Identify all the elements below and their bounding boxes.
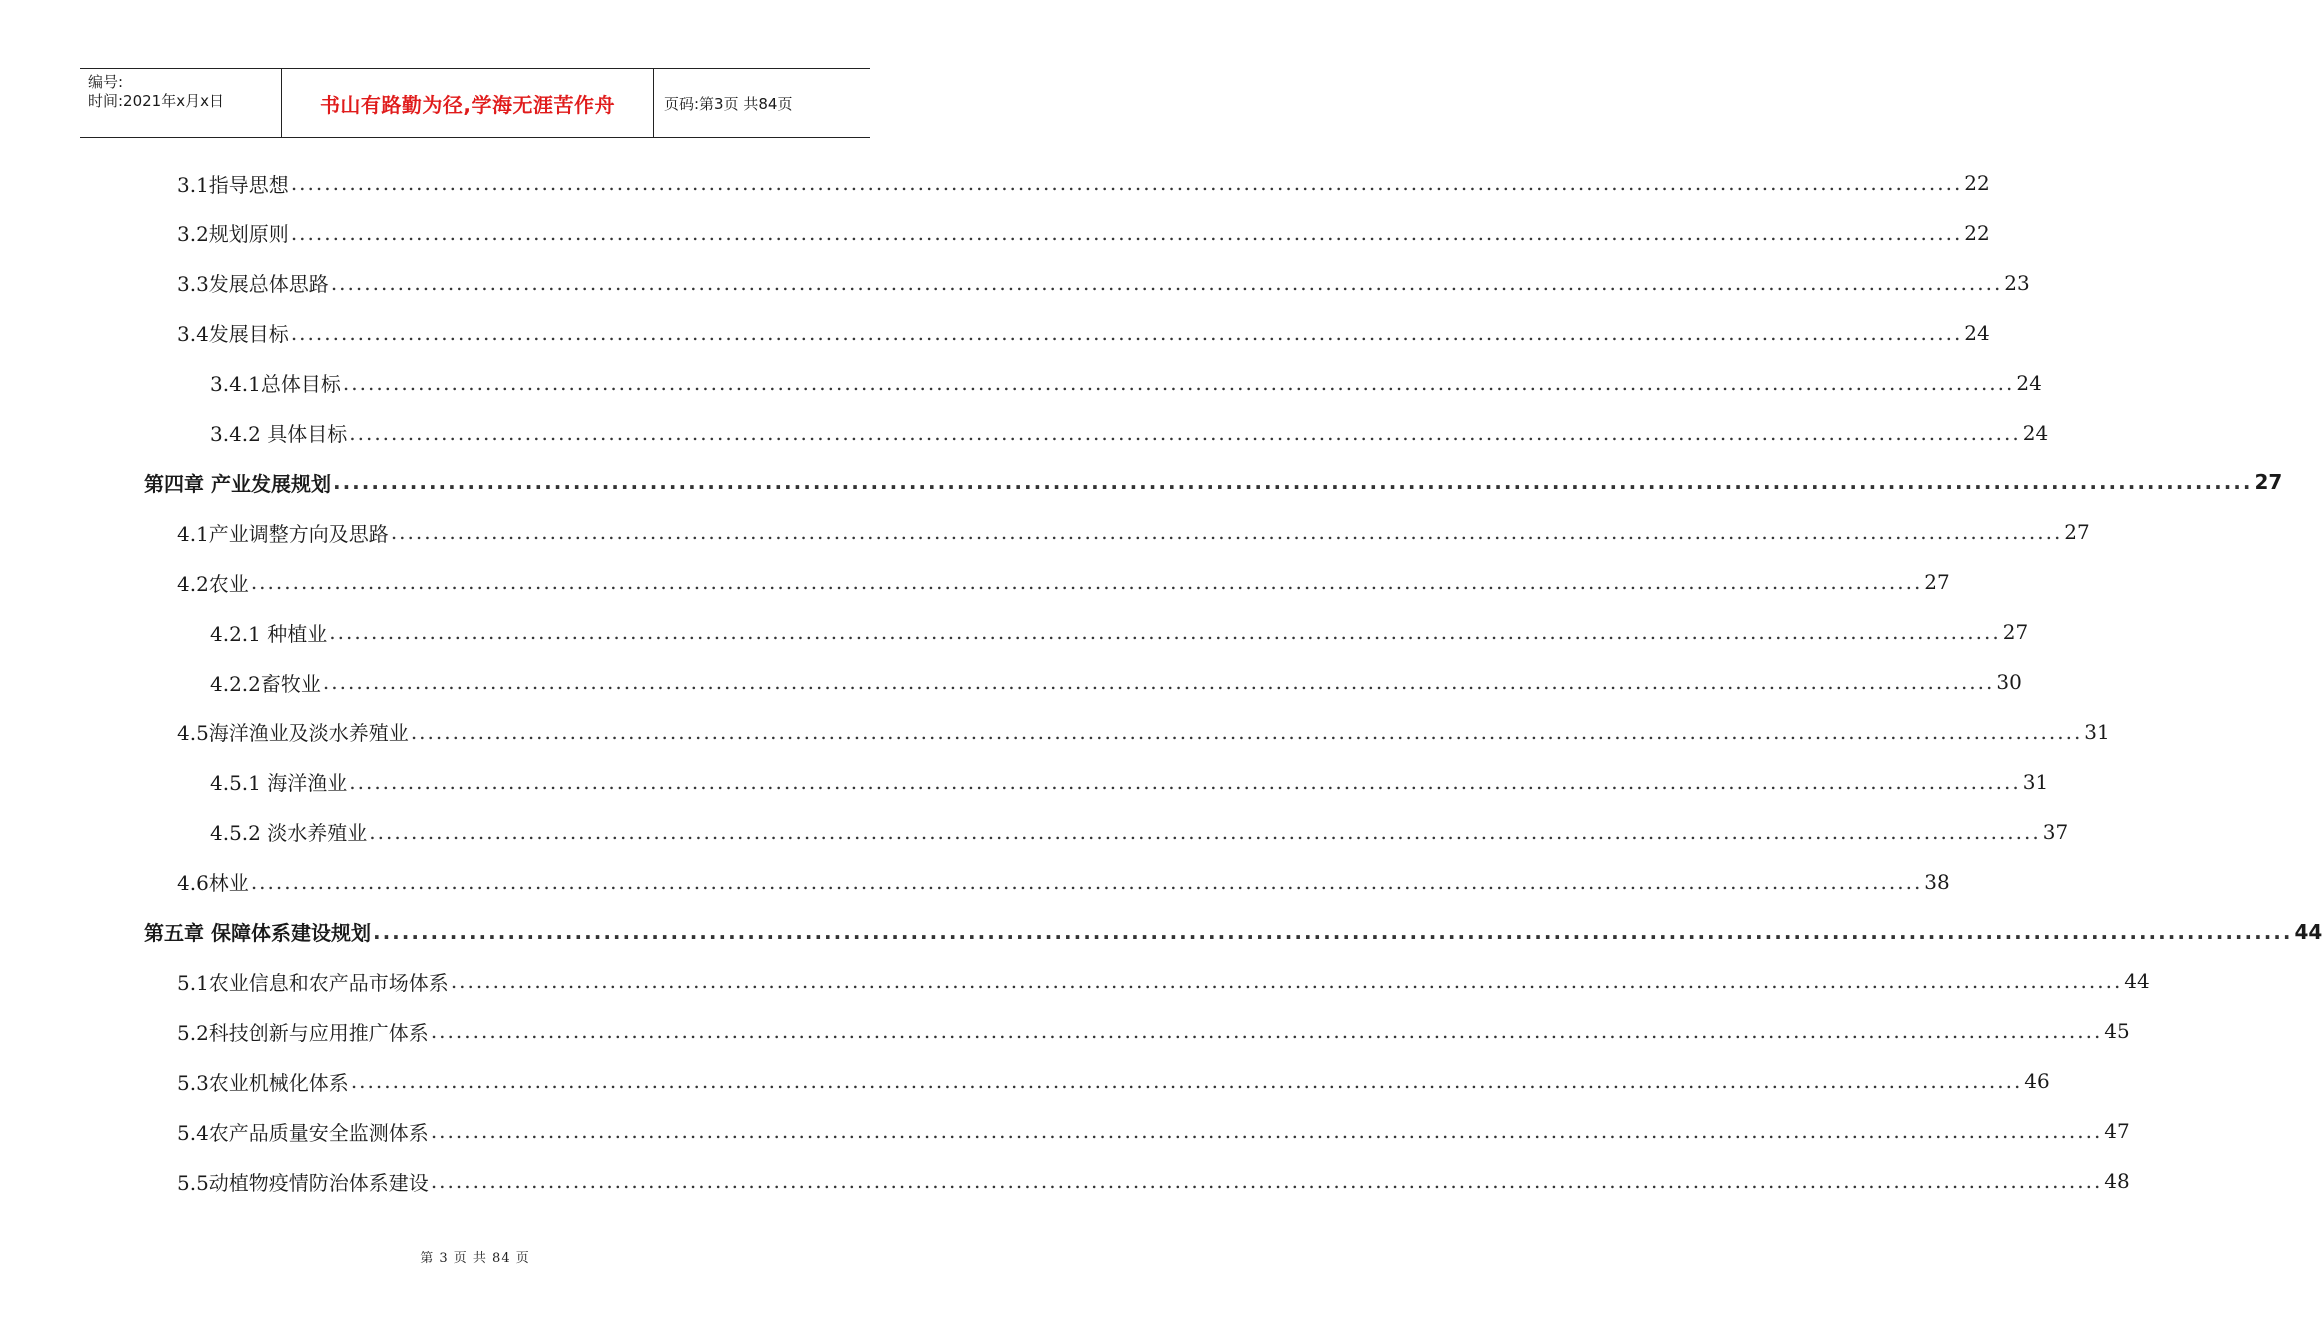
toc-leader-dots: ........................................................................................................................................................................................................ <box>430 1019 2103 1044</box>
toc-entry-page: 31 <box>2084 719 2110 744</box>
toc-entry[interactable] <box>177 1056 2050 1106</box>
toc-leader-dots: ........................................................................................................................................................................................................ <box>290 320 1963 345</box>
toc-entry-label: 4.1产业调整方向及思路 <box>177 521 389 546</box>
toc-leader-dots: ........................................................................................................................................................................................................ <box>329 620 2001 645</box>
toc-entry[interactable] <box>210 657 2022 707</box>
toc-entry-page: 22 <box>1964 171 1990 195</box>
toc-entry-page: 45 <box>2104 1019 2130 1044</box>
toc-leader-dots: ........................................................................................................................................................................................................ <box>290 171 1963 195</box>
toc-entry-page: 30 <box>1996 670 2022 694</box>
toc-entry-page: 24 <box>1964 320 1990 345</box>
toc-entry-page: 24 <box>2022 420 2049 445</box>
toc-leader-dots: ........................................................................................................................................................................................................ <box>349 769 2021 794</box>
toc-entry[interactable] <box>144 457 2283 507</box>
number-label: 编号: <box>88 73 124 91</box>
toc-entry-label: 4.6林业 <box>177 871 249 896</box>
toc-entry-label: 4.2.2畜牧业 <box>210 671 321 696</box>
toc-leader-dots: ........................................................................................................................................................................................................ <box>369 819 2041 844</box>
toc-entry-label: 3.4.1总体目标 <box>210 372 341 397</box>
toc-leader-dots: ........................................................................................................................................................................................................ <box>330 270 2003 295</box>
toc-leader-dots: ........................................................................................................................................................................................................ <box>250 570 1923 595</box>
toc-leader-dots: ........................................................................................................................................................................................................ <box>350 1069 2023 1094</box>
toc-entry-label: 4.5.1 海洋渔业 <box>210 771 348 796</box>
toc-entry[interactable] <box>177 1106 2130 1156</box>
header-meta <box>80 69 282 137</box>
document-header <box>80 68 870 138</box>
toc-entry-page: 24 <box>2016 370 2042 395</box>
toc-entry[interactable] <box>177 557 1950 607</box>
toc-entry[interactable] <box>177 1006 2130 1056</box>
toc-leader-dots: ........................................................................................................................................................................................................ <box>250 869 1923 894</box>
toc-entry-label: 4.5海洋渔业及淡水养殖业 <box>177 721 409 746</box>
toc-entry-label: 4.5.2 淡水养殖业 <box>210 821 368 846</box>
toc-entry-label: 5.5动植物疫情防治体系建设 <box>177 1170 429 1195</box>
toc-entry[interactable] <box>210 358 2042 408</box>
toc-entry[interactable] <box>177 158 1990 208</box>
page-footer: 第 3 页 共 84 页 <box>420 1251 530 1266</box>
toc-entry-page: 27 <box>2002 620 2029 645</box>
toc-leader-dots: ........................................................................................................................................................................................................ <box>410 719 2083 744</box>
toc-entry-label: 4.2农业 <box>177 571 249 596</box>
toc-entry[interactable] <box>210 757 2049 807</box>
header-page-info: 页码:第3页 共84页 <box>664 94 793 113</box>
toc-entry-page: 23 <box>2004 270 2030 295</box>
toc-entry[interactable] <box>177 208 1990 258</box>
toc-entry[interactable] <box>177 258 2030 308</box>
toc-entry-page: 48 <box>2104 1169 2130 1193</box>
toc-entry[interactable] <box>210 408 2049 458</box>
toc-leader-dots: ........................................................................................................................................................................................................ <box>450 969 2123 994</box>
toc-leader-dots: ........................................................................................................................................................................................................ <box>290 220 1963 245</box>
toc-entry-page: 44 <box>2294 919 2322 944</box>
toc-entry-page: 47 <box>2104 1119 2130 1144</box>
toc-entry-page: 31 <box>2022 769 2049 794</box>
toc-leader-dots: ........................................................................................................................................................................................................ <box>430 1169 2103 1193</box>
toc-entry-label: 5.3农业机械化体系 <box>177 1070 349 1095</box>
toc-entry-label: 3.2规划原则 <box>177 222 289 247</box>
toc-entry-label: 第五章 保障体系建设规划 <box>144 921 371 945</box>
toc-entry-label: 3.4发展目标 <box>177 322 289 347</box>
toc-entry-label: 5.4农产品质量安全监测体系 <box>177 1120 429 1145</box>
header-motto-cell <box>282 69 654 137</box>
toc-entry[interactable] <box>144 907 2322 957</box>
toc-entry-label: 3.1指导思想 <box>177 172 289 197</box>
toc-entry[interactable] <box>177 507 2090 557</box>
toc-entry[interactable] <box>210 607 2029 657</box>
toc-leader-dots: ........................................................................................................................................................................................................ <box>372 919 2293 944</box>
time-label: 时间:2021年x月x日 <box>88 92 224 110</box>
header-motto: 书山有路勤为径,学海无涯苦作舟 <box>319 92 616 117</box>
toc-entry-page: 44 <box>2124 969 2150 994</box>
toc-leader-dots: ........................................................................................................................................................................................................ <box>430 1119 2103 1144</box>
toc-entry-label: 3.3发展总体思路 <box>177 272 329 297</box>
toc-leader-dots: ........................................................................................................................................................................................................ <box>322 670 1995 694</box>
toc-entry-label: 5.2科技创新与应用推广体系 <box>177 1020 429 1045</box>
toc-entry-label: 5.1农业信息和农产品市场体系 <box>177 970 449 995</box>
toc-entry[interactable] <box>177 1156 2130 1206</box>
toc-entry-label: 第四章 产业发展规划 <box>144 471 331 496</box>
toc-entry-page: 37 <box>2042 819 2069 844</box>
toc-entry-page: 38 <box>1924 869 1950 894</box>
toc-entry[interactable] <box>177 707 2110 757</box>
toc-leader-dots: ........................................................................................................................................................................................................ <box>332 470 2253 495</box>
toc-entry[interactable] <box>177 308 1990 358</box>
toc-entry-page: 27 <box>1924 570 1950 595</box>
toc-entry-page: 27 <box>2254 470 2283 495</box>
toc-entry[interactable] <box>177 857 1950 907</box>
toc-entry[interactable] <box>177 956 2150 1006</box>
toc-entry-label: 3.4.2 具体目标 <box>210 422 348 446</box>
toc-leader-dots: ........................................................................................................................................................................................................ <box>349 420 2021 445</box>
toc-entry-page: 22 <box>1964 220 1990 245</box>
toc-entry[interactable] <box>210 807 2069 857</box>
toc-entry-page: 27 <box>2064 520 2090 545</box>
toc-entry-label: 4.2.1 种植业 <box>210 621 328 646</box>
toc-entry-page: 46 <box>2024 1069 2050 1094</box>
toc-leader-dots: ........................................................................................................................................................................................................ <box>342 370 2015 395</box>
toc-leader-dots: ........................................................................................................................................................................................................ <box>390 520 2063 545</box>
